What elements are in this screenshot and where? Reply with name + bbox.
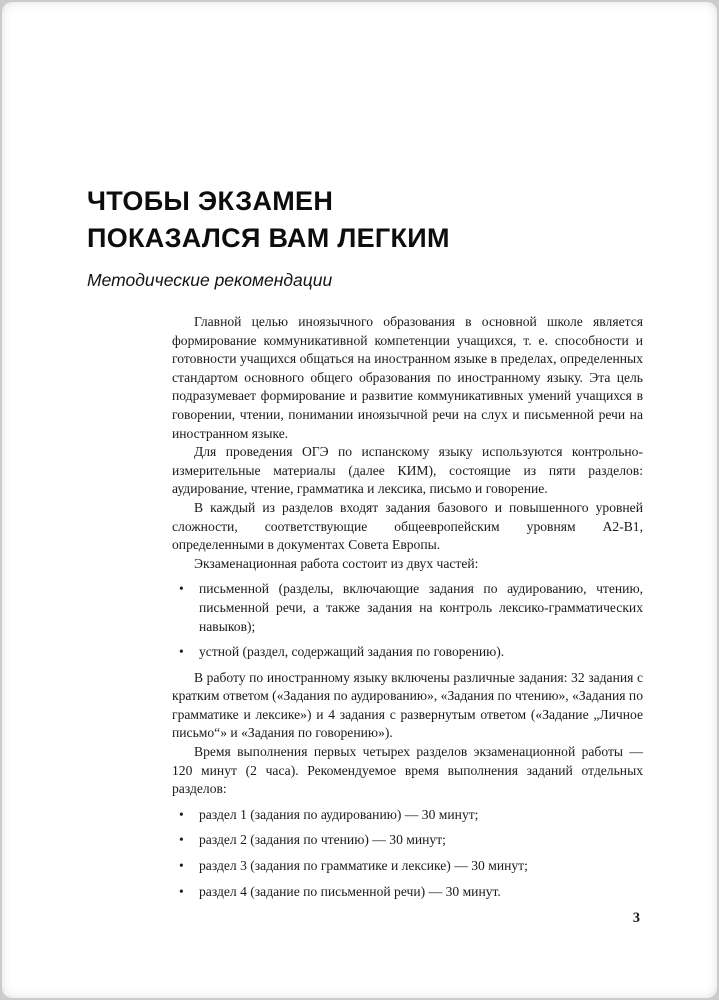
- exam-parts-list: [172, 580, 643, 661]
- list-item: [172, 580, 643, 636]
- document-page: [2, 2, 717, 998]
- paragraph-tasks: В работу по иностранному языку включены различные задания: 32 задания с кратким ответом («Задания по аудированию», «Задания по чтению», «Задания по грамматике и лексике») и 4 задания с развернутым ответом («Задание „Личное письмо“» и «Задания по говорению»).: [172, 669, 643, 741]
- list-item-text: раздел 4 (задание по письменной речи) — 30 минут.: [199, 883, 501, 899]
- list-item-text: раздел 2 (задания по чтению) — 30 минут;: [199, 832, 446, 848]
- paragraph-timing: Время выполнения первых четырех разделов экзаменационной работы — 120 минут (2 часа). Рекомендуемое время выполнения заданий отдельных разделов:: [172, 744, 643, 797]
- list-item-text: устной (раздел, содержащий задания по говорению).: [199, 644, 505, 660]
- bullet-icon: •: [179, 581, 184, 597]
- bullet-icon: •: [179, 806, 184, 822]
- bullet-icon: •: [179, 832, 184, 848]
- list-item-text: раздел 1 (задания по аудированию) — 30 минут;: [199, 806, 479, 822]
- list-item: [172, 806, 643, 825]
- chapter-title-line-1: ЧТОБЫ ЭКЗАМЕН: [87, 186, 334, 216]
- bullet-icon: •: [179, 858, 184, 874]
- list-item: [172, 883, 643, 902]
- paragraph-kim: Для проведения ОГЭ по испанскому языку используются контрольно-измерительные материалы (далее КИМ), состоящие из пяти разделов: аудирование, чтение, грамматика и лексика, письмо и говорение.: [172, 444, 643, 497]
- chapter-header: [87, 183, 607, 291]
- paragraph-levels: В каждый из разделов входят задания базового и повышенного уровней сложности, соответствующие общеевропейским уровням А2-В1, определенными в документах Совета Европы.: [172, 499, 643, 553]
- paragraph-two-parts: Экзаменационная работа состоит из двух частей:: [194, 555, 479, 571]
- chapter-title-line-2: ПОКАЗАЛСЯ ВАМ ЛЕГКИМ: [87, 223, 450, 253]
- paragraph-goal: Главной целью иноязычного образования в основной школе является формирование коммуникативной компетенции учащихся, т. е. способности и готовности учащихся общаться на иностранном языке в пределах, определенных стандартом основного общего образования по иностранному языку. Эта цель подразумевает формирование и развитие коммуникативных умений учащихся в говорении, чтении, понимании иноязычной речи на слух и письменной речи на иностранном языке.: [172, 314, 643, 441]
- body-content: [172, 313, 643, 908]
- chapter-title: [87, 183, 607, 257]
- sections-timing-list: [172, 806, 643, 901]
- list-item: [172, 857, 643, 876]
- list-item-text: раздел 3 (задания по грамматике и лексике) — 30 минут;: [199, 858, 528, 874]
- list-item: [172, 831, 643, 850]
- chapter-subtitle: Методические рекомендации: [87, 270, 333, 290]
- bullet-icon: •: [179, 883, 184, 899]
- page-number: 3: [632, 910, 640, 926]
- bullet-icon: •: [179, 644, 184, 660]
- list-item-text: письменной (разделы, включающие задания по аудированию, чтению, письменной речи, а также задания на контроль лексико-грамматических навыков);: [199, 581, 643, 634]
- list-item: [172, 643, 643, 662]
